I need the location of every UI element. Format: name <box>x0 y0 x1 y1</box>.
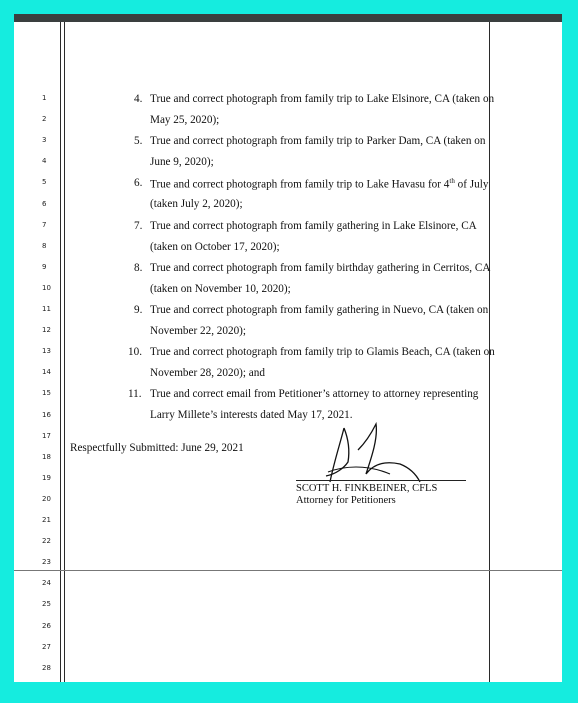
line-number: 28 <box>42 663 51 672</box>
item-text-line2: May 25, 2020); <box>150 114 220 126</box>
line-number: 24 <box>42 579 51 588</box>
line-number: 15 <box>42 389 51 398</box>
line-number: 6 <box>42 199 47 208</box>
item-text-line1 <box>150 177 488 191</box>
line-number: 12 <box>42 326 51 335</box>
item-text-line2: June 9, 2020); <box>150 156 214 169</box>
item-text-line1: True and correct photograph from family trip to Glamis Beach, CA (taken on <box>150 346 495 359</box>
line-number: 19 <box>42 473 51 482</box>
line-number: 27 <box>42 642 51 651</box>
item-text-pre: True and correct photograph from family trip to Lake Havasu for 4 <box>150 179 450 192</box>
item-text-line1: True and correct photograph from family gathering in Lake Elsinore, CA <box>150 219 477 232</box>
line-number: 25 <box>42 600 51 609</box>
respectfully-submitted: Respectfully Submitted: June 29, 2021 <box>70 442 244 454</box>
item-number: 11. <box>128 388 142 401</box>
item-number: 4. <box>134 93 143 105</box>
line-number: 7 <box>42 220 47 229</box>
margin-rule-left-2 <box>64 22 65 682</box>
line-number: 1 <box>42 94 47 102</box>
line-number: 3 <box>42 136 47 145</box>
line-number: 4 <box>42 157 47 166</box>
item-text-line2: (taken on October 17, 2020); <box>150 240 280 253</box>
line-number: 23 <box>42 558 51 567</box>
line-number: 8 <box>42 241 47 250</box>
line-number: 10 <box>42 283 51 292</box>
signer-title: Attorney for Petitioners <box>296 495 396 506</box>
pleading-page <box>14 22 562 682</box>
item-text-line1: True and correct email from Petitioner’s attorney to attorney representing <box>150 388 479 401</box>
item-text-line2: November 28, 2020); and <box>150 367 265 380</box>
item-text-line2: Larry Millete’s interests dated May 17, 2021. <box>150 409 353 422</box>
item-number: 6. <box>134 177 143 190</box>
line-number: 14 <box>42 368 51 377</box>
line-number: 21 <box>42 516 51 524</box>
line-number: 22 <box>42 537 51 546</box>
line-number: 5 <box>42 178 47 187</box>
line-number: 18 <box>42 452 51 461</box>
top-border-bar <box>14 14 562 22</box>
line-number: 16 <box>42 410 51 419</box>
line-number: 9 <box>42 262 47 271</box>
item-number: 5. <box>134 135 143 148</box>
line-number: 26 <box>42 621 51 630</box>
signature-graphic <box>314 416 424 488</box>
signature-line <box>296 480 466 481</box>
line-number: 2 <box>42 115 47 124</box>
item-text-line1: True and correct photograph from family birthday gathering in Cerritos, CA <box>150 261 491 274</box>
item-number: 7. <box>134 219 143 232</box>
line-number: 13 <box>42 347 51 356</box>
scan-horizontal-line <box>14 570 562 571</box>
item-text-line2: (taken July 2, 2020); <box>150 198 243 211</box>
item-text-post: of July <box>454 179 489 192</box>
line-number: 11 <box>42 305 51 313</box>
item-number: 9. <box>134 304 143 316</box>
item-text-line2: (taken on November 10, 2020); <box>150 282 291 295</box>
item-text-line2: November 22, 2020); <box>150 325 247 337</box>
item-text-line1: True and correct photograph from family trip to Lake Elsinore, CA (taken on <box>150 93 495 105</box>
ordinal-superscript: th <box>449 177 455 186</box>
line-number: 20 <box>42 494 51 503</box>
item-text-line1: True and correct photograph from family gathering in Nuevo, CA (taken on <box>150 304 489 316</box>
item-number: 8. <box>134 261 143 274</box>
item-text-line1: True and correct photograph from family trip to Parker Dam, CA (taken on <box>150 135 486 148</box>
line-number: 17 <box>42 431 51 440</box>
item-number: 10. <box>128 346 142 359</box>
signer-name: SCOTT H. FINKBEINER, CFLS <box>296 483 438 494</box>
